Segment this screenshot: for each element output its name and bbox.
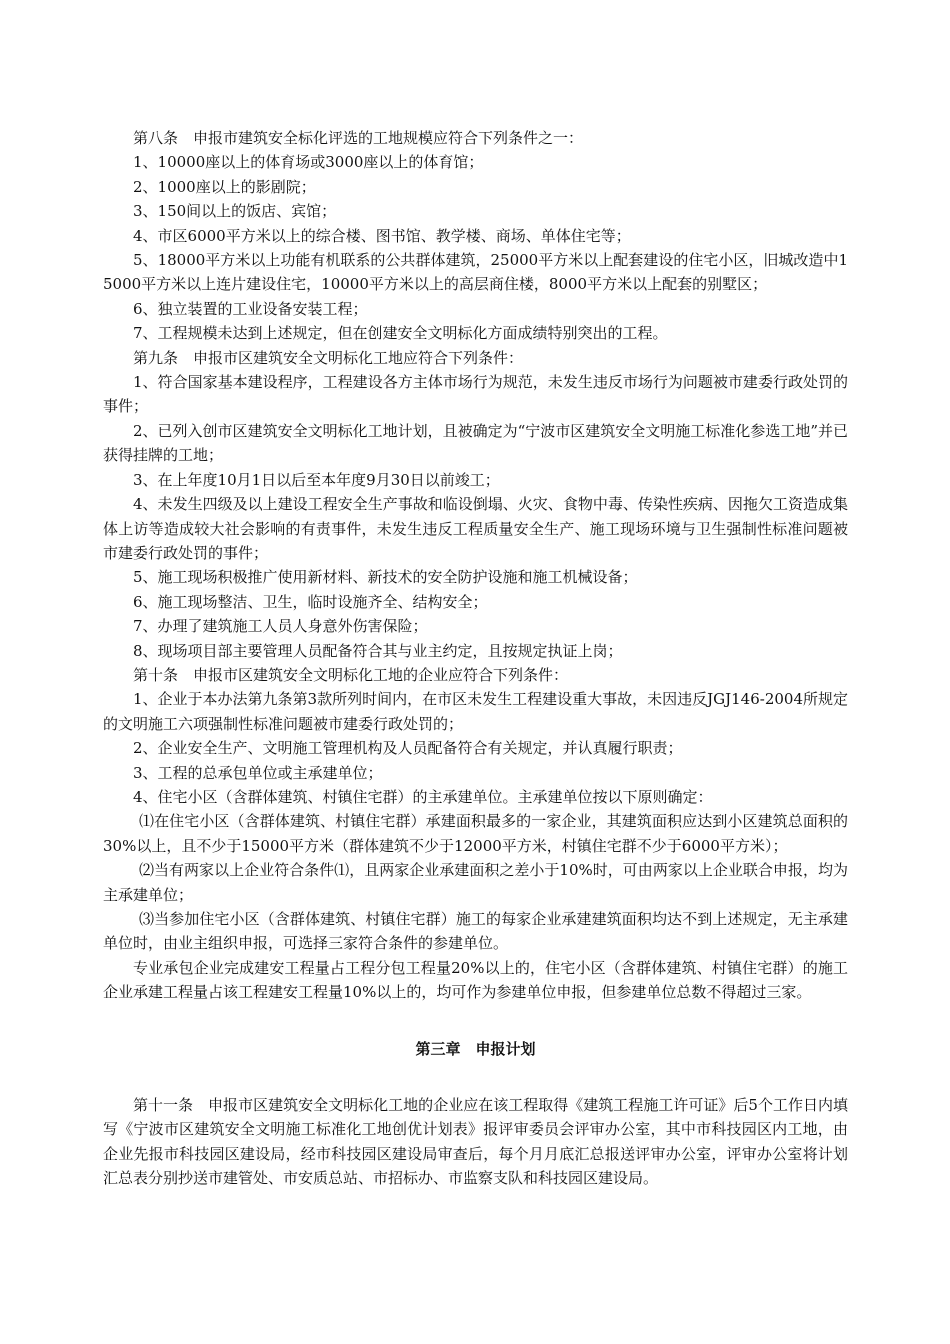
- article-10-item: 1、企业于本办法第九条第3款所列时间内，在市区未发生工程建设重大事故，未因违反JGJ146-2004所规定的文明施工六项强制性标准问题被市建委行政处罚的；: [103, 690, 848, 733]
- article-8-item: 3、150间以上的饭店、宾馆；: [133, 202, 337, 221]
- article-9-item: 3、在上年度10月1日以后至本年度9月30日以前竣工；: [133, 470, 500, 489]
- article-8-item: 6、独立装置的工业设备安装工程；: [133, 299, 368, 318]
- article-10-subitem: ⑵当有两家以上企业符合条件⑴，且两家企业承建面积之差小于10%时，可由两家以上企业联合申报，均为主承建单位；: [103, 861, 848, 904]
- article-9-title: 第九条 申报市区建筑安全文明标化工地应符合下列条件：: [133, 348, 524, 367]
- article-9-item: 5、施工现场积极推广使用新材料、新技术的安全防护设施和施工机械设备；: [133, 568, 638, 587]
- article-10-note: 专业承包企业完成建安工程量占工程分包工程量20%以上的，住宅小区（含群体建筑、村镇住宅群）的施工企业承建工程量占该工程建安工程量10%以上的，均可作为参建单位申报，但参建单位总数不得超过三家。: [103, 958, 848, 1002]
- article-9-item: 7、办理了建筑施工人员人身意外伤害保险；: [133, 617, 428, 636]
- article-9-item: 4、未发生四级及以上建设工程安全生产事故和临设倒塌、火灾、食物中毒、传染性疾病、因拖欠工资造成集体上访等造成较大社会影响的有责事件，未发生违反工程质量安全生产、施工现场环境与卫生强制性标准问题被市建委行政处罚的事件；: [103, 495, 848, 562]
- article-10-item: 4、住宅小区（含群体建筑、村镇住宅群）的主承建单位。主承建单位按以下原则确定：: [133, 787, 713, 806]
- article-9-item: 1、符合国家基本建设程序，工程建设各方主体市场行为规范，未发生违反市场行为问题被市建委行政处罚的事件；: [103, 373, 848, 416]
- article-9-item: 2、已列入创市区建筑安全文明标化工地计划，且被确定为“宁波市区建筑安全文明施工标准化参选工地”并已获得挂牌的工地；: [103, 421, 848, 465]
- document-page: [103, 126, 848, 1191]
- article-8-item: 2、1000座以上的影剧院；: [133, 177, 316, 196]
- article-10-subitem: ⑶当参加住宅小区（含群体建筑、村镇住宅群）施工的每家企业承建建筑面积均达不到上述规定，无主承建单位时，由业主组织申报，可选择三家符合条件的参建单位。: [103, 910, 848, 953]
- article-8-item: 4、市区6000平方米以上的综合楼、图书馆、教学楼、商场、单体住宅等；: [133, 226, 631, 245]
- article-10-item: 2、企业安全生产、文明施工管理机构及人员配备符合有关规定，并认真履行职责；: [133, 739, 683, 758]
- chapter-heading: 第三章 申报计划: [415, 1039, 536, 1058]
- article-8-item: 1、10000座以上的体育场或3000座以上的体育馆；: [133, 153, 484, 172]
- article-8-item: 7、工程规模未达到上述规定，但在创建安全文明标化方面成绩特别突出的工程。: [133, 324, 668, 343]
- article-8-title: 第八条 申报市建筑安全标化评选的工地规模应符合下列条件之一：: [133, 129, 584, 147]
- article-10-subitem: ⑴在住宅小区（含群体建筑、村镇住宅群）承建面积最多的一家企业，其建筑面积应达到小区建筑总面积的30%以上，且不少于15000平方米（群体建筑不少于12000平方米，村镇住宅群不少于6000平方米）；: [103, 812, 848, 855]
- article-10-title: 第十条 申报市区建筑安全文明标化工地的企业应符合下列条件：: [133, 665, 569, 684]
- article-11-text: 第十一条 申报市区建筑安全文明标化工地的企业应在该工程取得《建筑工程施工许可证》后5个工作日内填写《宁波市区建筑安全文明施工标准化工地创优计划表》报评审委员会评审办公室，其中市科技园区内工地，由企业先报市科技园区建设局，经市科技园区建设局审查后，每个月月底汇总报送评审办公室，评审办公室将计划汇总表分别抄送市建管处、市安质总站、市招标办、市监察支队和科技园区建设局。: [103, 1096, 848, 1188]
- article-10-item: 3、工程的总承包单位或主承建单位；: [133, 763, 383, 782]
- article-9-item: 8、现场项目部主要管理人员配备符合其与业主约定，且按规定执证上岗；: [133, 641, 623, 660]
- article-8-item: 5、18000平方米以上功能有机联系的公共群体建筑，25000平方米以上配套建设的住宅小区，旧城改造中15000平方米以上连片建设住宅，10000平方米以上的高层商住楼，8000平方米以上配套的别墅区；: [103, 251, 848, 294]
- article-9-item: 6、施工现场整洁、卫生，临时设施齐全、结构安全；: [133, 592, 488, 611]
